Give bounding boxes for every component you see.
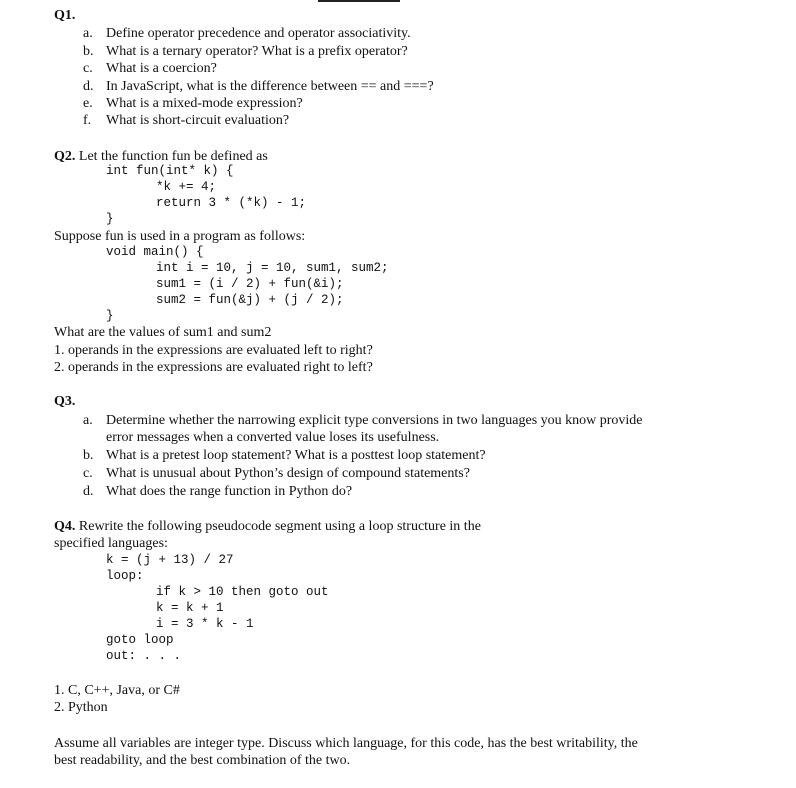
q1-item-text: What is a coercion?: [106, 61, 217, 76]
q3-item-text: What is unusual about Python’s design of compound statements?: [106, 466, 470, 481]
q4-closing: best readability, and the best combination of the two.: [54, 753, 351, 768]
q1-item-text: Define operator precedence and operator associativity.: [106, 26, 411, 41]
q4-language: 1. C, C++, Java, or C#: [54, 683, 180, 698]
q3-item-label: b.: [83, 448, 94, 463]
q2-case: 2. operands in the expressions are evaluated right to left?: [54, 360, 373, 375]
code-line: void main() {: [106, 245, 204, 259]
q1-item-label: b.: [83, 44, 94, 59]
code-line: goto loop: [106, 633, 174, 647]
q4-intro-line: [54, 518, 481, 535]
q2-question: What are the values of sum1 and sum2: [54, 325, 272, 340]
q4-intro: Rewrite the following pseudocode segment using a loop structure in the: [78, 519, 481, 534]
code-line: out: . . .: [106, 649, 182, 663]
top-rule: [318, 0, 400, 2]
q1-item-label: e.: [83, 96, 93, 111]
code-line: k = (j + 13) / 27: [106, 553, 234, 567]
q2-suppose: Suppose fun is used in a program as follows:: [54, 229, 306, 244]
q1-item-text: What is a ternary operator? What is a prefix operator?: [106, 44, 408, 59]
q3-item-label: a.: [83, 413, 93, 428]
q1-heading: Q1.: [54, 8, 76, 23]
code-line: if k > 10 then goto out: [156, 585, 329, 599]
code-line: loop:: [106, 569, 144, 583]
q3-item-text: Determine whether the narrowing explicit type conversions in two languages you know provide: [106, 413, 643, 428]
code-line: i = 3 * k - 1: [156, 617, 254, 631]
q2-heading: Q2.: [54, 149, 76, 164]
q1-item-text: In JavaScript, what is the difference between == and ===?: [106, 79, 434, 94]
q3-item-label: d.: [83, 484, 94, 499]
q3-item-text: error messages when a converted value loses its usefulness.: [106, 430, 440, 445]
q3-item-label: c.: [83, 466, 93, 481]
q1-item-label: f.: [83, 113, 92, 128]
code-line: k = k + 1: [156, 601, 224, 615]
code-line: sum1 = (i / 2) + fun(&i);: [156, 277, 344, 291]
code-line: return 3 * (*k) - 1;: [156, 196, 307, 210]
code-line: }: [106, 309, 114, 323]
q1-item-label: c.: [83, 61, 93, 76]
q1-item-label: d.: [83, 79, 94, 94]
q2-case: 1. operands in the expressions are evaluated left to right?: [54, 343, 373, 358]
q4-heading: Q4.: [54, 519, 76, 534]
q1-item-text: What is short-circuit evaluation?: [106, 113, 290, 128]
q3-item-text: What is a pretest loop statement? What is a posttest loop statement?: [106, 448, 486, 463]
q4-closing: Assume all variables are integer type. Discuss which language, for this code, has the best writability, the: [54, 736, 638, 751]
code-line: int fun(int* k) {: [106, 164, 234, 178]
q3-item-text: What does the range function in Python do?: [106, 484, 353, 499]
q4-language: 2. Python: [54, 700, 108, 715]
q4-intro: specified languages:: [54, 536, 168, 551]
q1-item-label: a.: [83, 26, 93, 41]
code-line: int i = 10, j = 10, sum1, sum2;: [156, 261, 389, 275]
code-line: *k += 4;: [156, 180, 217, 194]
q2-intro: Let the function fun be defined as: [78, 149, 268, 164]
q1-item-text: What is a mixed-mode expression?: [106, 96, 303, 111]
q3-heading: Q3.: [54, 394, 76, 409]
code-line: sum2 = fun(&j) + (j / 2);: [156, 293, 344, 307]
code-line: }: [106, 212, 114, 226]
